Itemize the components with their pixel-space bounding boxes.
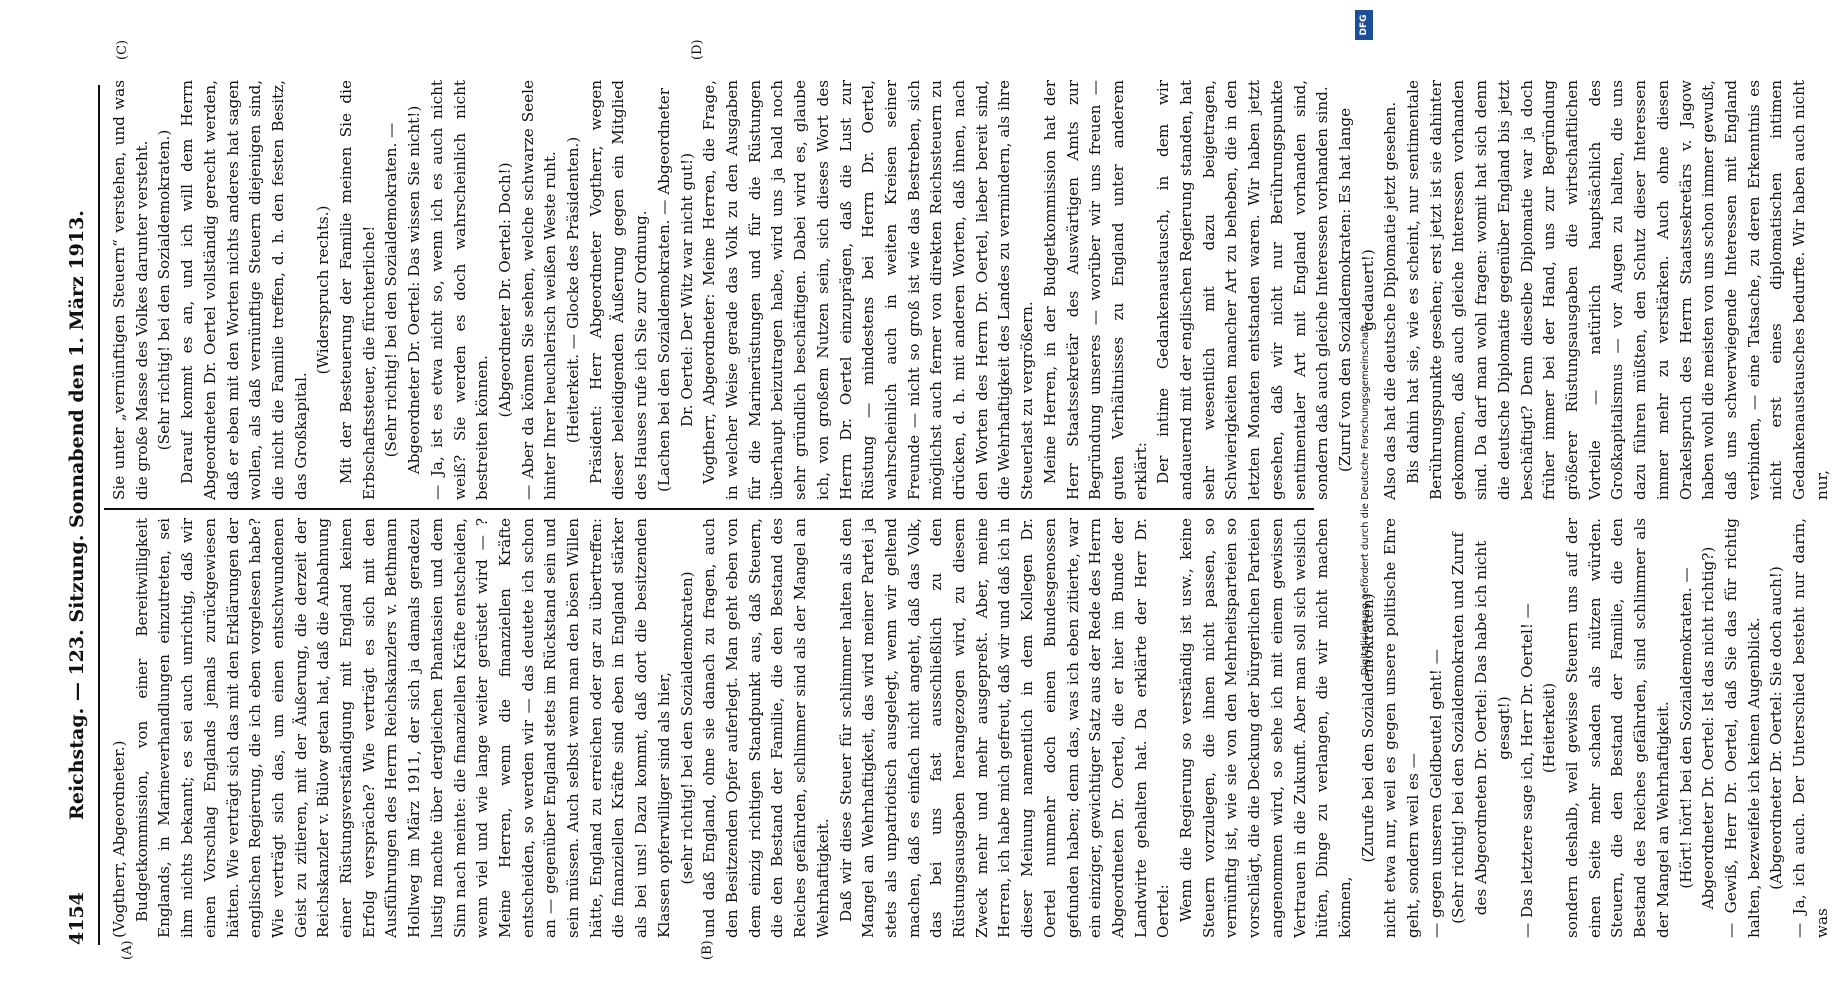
paragraph: Präsident: Herr Abgeordneter Vogtherr, wegen dieser beleidigenden Äußerung gegen ein Mitglied des Hauses rufe ich Sie zur Ordnung. <box>586 80 651 500</box>
margin-mark-d: (D) <box>690 39 705 60</box>
paragraph: (Vogtherr, Abgeordneter.) <box>110 740 128 938</box>
paragraph: (Heiterkeit) <box>1540 682 1559 774</box>
digitization-credit: Digitalisierung gefördert durch die Deutsche Forschungsgemeinschaft <box>1360 324 1371 676</box>
paragraph: (Zuruf von den Sozialdemokraten: Es hat lange gedauert!) <box>1335 107 1377 473</box>
paragraph: Budgetkommission, von einer Bereitwilligkeit Englands, in Marineverhandlungen einzutreten, sei ihm nichts bekannt; es sei auch unrichtig, daß wir einen Vorschlag Englands jemals zurückgewiesen hätten. Wie verträgt sich das mit den Erklärungen der englischen Regierung, die ich eben vorgelesen habe? Wie verträgt sich das, um einen entschwundenen Geist zu zitieren, mit der Äußerung, die derzeit der Reichskanzler v. Bülow getan hat, daß die Anbahnung einer Rüstungsverständigung mit England keinen Erfolg verspräche? Wie verträgt es sich mit den Ausführungen des Herrn Reichskanzlers v. Bethmann Hollweg im März 1911, der sich ja damals geradezu lustig machte über dergleichen Phantasien und dem Sinn nach meinte: die finanziellen Kräfte entscheiden, wenn viel und wie lange weiter gerüstet wird — ? Meine Herren, wenn die finanziellen Kräfte entscheiden, so werden wir — das deutete ich schon an — gegenüber England stets im Rückstand sein und sein müssen. Auch selbst wenn man den bösen Willen hätte, England zu erreichen oder gar zu übertreffen: die finanziellen Kräfte sind eben in England stärker als bei uns! Dazu kommt, daß dort die besitzenden Klassen opferwilliger sind als hier, <box>132 518 673 938</box>
left-column <box>108 518 1831 938</box>
margin-mark-b: (B) <box>700 940 715 960</box>
paragraph: Mit der Besteuerung der Familie meinen Sie die Erbschaftssteuer, die fürchterliche! <box>337 80 378 500</box>
paragraph: — gegen unseren Geldbeutel geht! — <box>1426 649 1445 938</box>
paragraph: Vogtherr, Abgeordneter: Meine Herren, die Frage, in welcher Weise gerade das Volk zu den Ausgaben für die Marinerüstungen und für die Rüstungen überhaupt beizutragen habe, wird uns ja bald noch sehr gründlich beschäftigen. Dabei wird es, glaube ich, von großem Nutzen sein, sich dieses Wort des Herrn Dr. Oertel einzuprägen, daß die Lust zur Rüstung — mindestens bei Herrn Dr. Oertel, wahrscheinlich auch in weiten Kreisen seiner Freunde — nicht so groß ist wie das Bestreben, sich möglichst auch ferner von direkten Reichssteuern zu drücken, d. h. mit anderen Worten, daß ihnen, nach den Worten des Herrn Dr. Oertel, lieber bereit sind, die Wehrhaftigkeit des Landes zu vermindern, als ihre Steuerlast zu vergrößern. <box>700 80 1037 500</box>
paragraph: — Das letztere sage ich, Herr Dr. Oertel! — <box>1517 603 1536 938</box>
paragraph: (Widerspruch rechts.) <box>314 205 333 375</box>
column-divider <box>104 508 1314 510</box>
paragraph: — Ja, ist es etwa nicht so, wenn ich es auch nicht weiß? Sie werden es doch wahrscheinlich nicht bestreiten können. <box>427 80 492 500</box>
paragraph: Meine Herren, in der Budgetkommission hat der Herr Staatssekretär des Auswärtigen Amts zur Begründung unseres — worüber wir uns freuen — guten Verhältnisses zu England unter anderem erklärt: <box>1040 80 1150 500</box>
paragraph: Daß wir diese Steuer für schlimmer halten als den Mangel an Wehrhaftigkeit, das wird meiner Partei ja stets als unpatriotisch ausgelegt, wenn wir geltend machen, daß es einfach nicht angeht, daß das Volk, das bei uns fast ausschließlich zu den Rüstungsausgaben herangezogen wird, zu diesem Zweck mehr und mehr ausgepreßt. Aber, meine Herren, ich habe mich gefreut, daß wir und daß ich in dieser Meinung namentlich in dem Kollegen Dr. Oertel nunmehr doch einen Bundesgenossen gefunden haben; denn das, was ich eben zitierte, war ein einziger, gewichtiger Satz aus der Rede des Herrn Abgeordneten Dr. Oertel, die er hier im Bunde der Landwirte gehalten hat. Da erklärte der Herr Dr. Oertel: <box>836 518 1173 938</box>
paragraph: Der intime Gedankenaustausch, in dem wir andauernd mit der englischen Regierung standen, hat sehr wesentlich mit dazu beigetragen, Schwierigkeiten mancher Art zu beheben, die in den letzten Monaten entstanden waren. Wir haben jetzt gesehen, daß wir nicht nur Berührungspunkte sentimentaler Art mit England vorhanden sind, sondern daß auch gleiche Interessen vorhanden sind. <box>1154 80 1332 500</box>
paragraph: — Ja, ich auch. Der Unterschied besteht nur darin, was <box>1790 518 1831 938</box>
paragraph: (Sehr richtig! bei den Sozialdemokraten. — Abgeordneter Dr. Oertel: Das wissen Sie nicht!) <box>382 105 424 475</box>
page-title: Reichstag. — 123. Sitzung. Sonnabend den 1. März 1913. <box>66 210 88 820</box>
paragraph: (Heiterkeit. — Glocke des Präsidenten.) <box>564 136 583 444</box>
paragraph: (sehr richtig! bei den Sozialdemokraten) <box>677 571 696 885</box>
margin-mark-a: (A) <box>120 940 135 960</box>
paragraph: sondern deshalb, weil gewisse Steuern uns auf der einen Seite mehr schaden als nützen würden. Steuern, die den Bestand der Familie, die den Bestand des Reiches gefährden, sind schlimmer als der Mangel an Wehrhaftigkeit. <box>1563 518 1672 938</box>
margin-mark-c: (C) <box>115 39 130 60</box>
paragraph: (Zurufe bei den Sozialdemokraten) <box>1358 593 1377 863</box>
paragraph: (Sehr richtig! bei den Sozialdemokraten und Zuruf des Abgeordneten Dr. Oertel: Das habe ich nicht gesagt!) <box>1449 532 1513 924</box>
paragraph: Also das hat die deutsche Diplomatie jetzt gesehen. <box>1381 101 1400 500</box>
paragraph: (Hört! hört! bei den Sozialdemokraten. — Abgeordneter Dr. Oertel: Ist das nicht richtig?) <box>1676 546 1718 910</box>
dfg-logo: DFG <box>1355 10 1373 40</box>
paragraph: Darauf kommt es an, und ich will dem Herrn Abgeordneten Dr. Oertel vollständig gerecht werden, daß er eben mit den Worten nichts anderes hat sagen wollen, als daß vernünftige Steuern diejenigen sind, die nicht die Familie treffen, d. h. den festen Besitz, das Großkapital. <box>178 80 310 500</box>
header-rule <box>98 85 100 945</box>
paragraph: (Sehr richtig! bei den Sozialdemokraten.) <box>155 129 174 451</box>
paragraph: — Gewiß, Herr Dr. Oertel, daß Sie das für richtig halten, bezweifele ich keinen Augenblick. <box>1721 518 1763 938</box>
paragraph: nicht etwa nur, weil es gegen unsere politische Ehre geht, sondern weil es — <box>1381 518 1423 938</box>
paragraph: (Lachen bei den Sozialdemokraten. — Abgeordneter Dr. Oertel: Der Witz war nicht gut!) <box>654 88 696 492</box>
paragraph: und daß England, ohne sie danach zu fragen, auch den Besitzenden Opfer auferlegt. Man geht eben von dem einzig richtigen Standpunkt aus, daß Steuern, die den Bestand der Familie, die den Bestand des Reiches gefährden, schlimmer sind als der Mangel an Wehrhaftigkeit. <box>700 518 832 938</box>
paragraph: (Abgeordneter Dr. Oertel: Doch!) <box>495 162 514 418</box>
page-header <box>60 85 100 945</box>
page-number: 4154 <box>66 892 88 945</box>
paragraph: — Aber da können Sie sehen, welche schwarze Seele hinter Ihrer heuchlerisch weißen Weste ruht. <box>518 80 560 500</box>
paragraph: Wenn die Regierung so verständig ist usw., keine Steuern vorzulegen, die ihnen nicht passen, so vernünftig ist, wie sie von den Mehrheitsparteien so vorschlägt, die die Deckung der bürgerlichen Parteien angenommen wird, so sehe ich mit einem gewissen Vertrauen in die Zukunft. Aber man soll sich weislich hüten, Dinge zu verlangen, die wir nicht machen können, <box>1177 518 1354 938</box>
paragraph: Bis dahin hat sie, wie es scheint, nur sentimentale Berührungspunkte gesehen; erst jetzt ist sie dahinter gekommen, daß auch gleiche Interessen vorhanden sind. Da darf man wohl fragen: womit hat sich denn die deutsche Diplomatie gegenüber England bis jetzt beschäftigt? Denn dieselbe Diplomatie war ja doch früher immer bei der Hand, uns zur Begründung größerer Rüstungsausgaben die wirtschaftlichen Vorteile — natürlich hauptsächlich des Großkapitalismus — vor Augen zu halten, die uns dazu führen müßten, den Schutz dieser Interessen immer mehr zu verstärken. Auch ohne diesen Orakelspruch des Herrn Staatssekretärs v. Jagow haben wohl die meisten von uns schon immer gewußt, daß uns schwerwiegende Interessen mit England verbinden, — eine Tatsache, zu deren Erkenntnis es nicht erst eines diplomatischen intimen Gedankenaustausches bedurfte. Wir haben auch nicht nur, <box>1404 80 1831 500</box>
paragraph: Sie unter „vernünftigen Steuern“ verstehen, und was die große Masse des Volkes darunter versteht. <box>110 80 151 500</box>
paragraph: (Abgeordneter Dr. Oertel: Sie doch auch!) <box>1767 566 1786 890</box>
